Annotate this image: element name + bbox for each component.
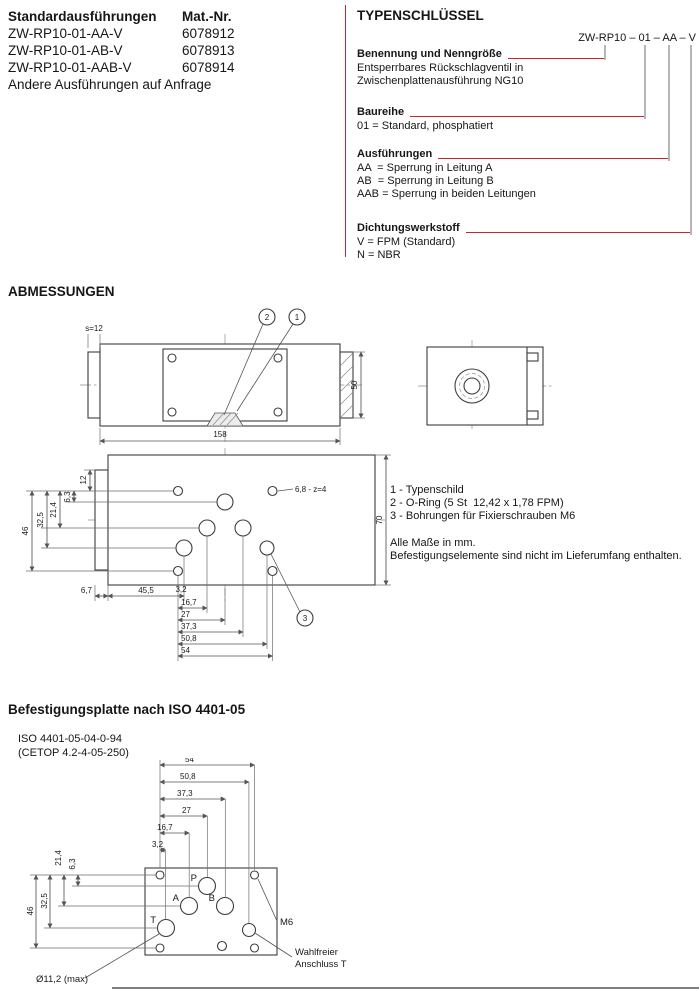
dim-70-label: 70: [375, 515, 384, 525]
legend-item: 2 - O-Ring (5 St 12,42 x 1,78 FPM): [390, 497, 564, 509]
type-key-title: TYPENSCHLÜSSEL: [357, 8, 484, 23]
port-b-hole: [235, 520, 251, 536]
fixing-hole: [268, 487, 277, 496]
table-row: [8, 59, 340, 76]
fixing-hole: [174, 567, 183, 576]
red-rule: [508, 58, 604, 59]
end-view: [418, 340, 552, 432]
optional-t-label-line1: Wahlfreier: [295, 947, 338, 958]
hole-note-label: 6,8 - z=4: [295, 485, 327, 494]
type-code: ZW-RP10 – 01 – AA – V: [578, 32, 696, 44]
dim-50-8-label: 50,8: [181, 634, 197, 643]
ts-text-line: Entsperrbares Rückschlagventil in: [357, 62, 524, 74]
red-rule: [466, 232, 690, 233]
table-row: [8, 25, 340, 42]
type-code-cell: ZW-RP10-01-AA-V: [8, 26, 123, 41]
callout-1-label: 1: [294, 313, 300, 322]
dim-27-label: 27: [181, 610, 190, 619]
standard-versions-title: Standardausführungen: [8, 9, 157, 24]
dim-16-7-label: 16,7: [181, 598, 197, 607]
ts-section-benennung: [357, 48, 700, 61]
ts-section-ausfuehrungen: [357, 148, 700, 161]
port-a-hole: [199, 520, 215, 536]
table-row: [8, 42, 340, 59]
screw-hole: [274, 354, 282, 362]
mounting-plate-title: Befestigungsplatte nach ISO 4401-05: [8, 702, 246, 717]
legend-item: 3 - Bohrungen für Fixierschrauben M6: [390, 510, 576, 522]
standard-versions-header: [8, 8, 340, 25]
ts-heading-dichtungswerkstoff: Dichtungswerkstoff: [357, 222, 460, 234]
ts-heading-ausfuehrungen: Ausführungen: [357, 148, 433, 160]
ts-text-line: Zwischenplattenausführung NG10: [357, 75, 524, 87]
ts-section-baureihe: [357, 106, 700, 119]
footprint-view: [88, 448, 385, 626]
m6-hole: [251, 871, 259, 879]
port-a-label: A: [172, 893, 179, 904]
dim-16-7-label: 16,7: [157, 823, 173, 832]
matnr-column-header: Mat.-Nr.: [182, 9, 232, 24]
footprint-left-tab: [95, 470, 108, 570]
dim-6-3-label: 6,3: [68, 858, 77, 870]
dim-54-label: 54: [185, 758, 194, 764]
port-p-hole: [217, 494, 233, 510]
ts-text-line: 01 = Standard, phosphatiert: [357, 120, 494, 132]
port-p-label: P: [190, 873, 197, 884]
mounting-elements-note: Befestigungselemente sind nicht im Lieferumfang enthalten.: [390, 550, 682, 562]
dim-54-label: 54: [181, 646, 190, 655]
port-a-hole: [181, 898, 198, 915]
ts-text-line: AA = Sperrung in Leitung A: [357, 162, 493, 174]
red-rule: [438, 158, 668, 159]
dim-3-2-label: 3,2: [175, 585, 187, 594]
center-bore-inner: [464, 378, 480, 394]
dimensions-drawing: [0, 304, 700, 690]
matnr-cell: 6078914: [182, 60, 235, 75]
dim-6-7-label: 6,7: [80, 586, 92, 595]
dim-s12-label: s=12: [85, 324, 103, 333]
dim-6-3-label: 6,3: [63, 491, 72, 503]
side-view: [80, 334, 362, 442]
screw-hole: [274, 408, 282, 416]
units-note: Alle Maße in mm.: [390, 537, 476, 549]
port-t2-hole: [260, 541, 274, 555]
ts-heading-benennung: Benennung und Nenngröße: [357, 48, 502, 60]
iso-standard-label: ISO 4401-05-04-0-94: [18, 733, 122, 745]
port-b-label: B: [208, 893, 215, 904]
dim-46-label: 46: [26, 906, 35, 916]
port-t-label: T: [150, 915, 156, 926]
pin-hole: [218, 942, 227, 951]
m6-hole: [251, 944, 259, 952]
dim-46-label: 46: [21, 526, 30, 536]
dim-50-8-label: 50,8: [180, 772, 196, 781]
other-versions-note: Andere Ausführungen auf Anfrage: [8, 77, 212, 92]
m6-hole: [156, 944, 164, 952]
m6-hole: [156, 871, 164, 879]
port-p-hole: [199, 878, 216, 895]
dim-27-label: 27: [182, 806, 191, 815]
m6-label: M6: [280, 917, 294, 928]
dim-158-label: 158: [213, 430, 227, 439]
ts-section-dichtungswerkstoff: [357, 222, 700, 235]
optional-t-hole: [243, 924, 256, 937]
ts-heading-baureihe: Baureihe: [357, 106, 405, 118]
dim-32-5-label: 32,5: [40, 893, 49, 909]
port-t-hole: [176, 540, 192, 556]
dim-32-5-label: 32,5: [36, 512, 45, 528]
legend-item: 1 - Typenschild: [390, 484, 464, 496]
dim-21-4-label: 21,4: [54, 850, 63, 866]
dim-37-3-label: 37,3: [181, 622, 197, 631]
optional-t-label-line2: Anschluss T: [295, 959, 347, 970]
ts-text-line: V = FPM (Standard): [357, 236, 456, 248]
port-t-hole: [158, 920, 175, 937]
dim-21-4-label: 21,4: [49, 502, 58, 518]
ts-text-line: AAB = Sperrung in beiden Leitungen: [357, 188, 536, 200]
type-code-cell: ZW-RP10-01-AAB-V: [8, 60, 132, 75]
callout-2-label: 2: [264, 313, 270, 322]
standard-versions-section: [8, 8, 340, 93]
dim-12-label: 12: [79, 475, 88, 485]
dim-3-2-label: 3,2: [152, 840, 164, 849]
matnr-cell: 6078912: [182, 26, 235, 41]
type-key-section: [345, 5, 700, 261]
port-b-hole: [217, 898, 234, 915]
diameter-label: Ø11,2 (max): [36, 974, 89, 985]
fixing-hole: [268, 567, 277, 576]
fixing-hole: [174, 487, 183, 496]
type-code-cell: ZW-RP10-01-AB-V: [8, 43, 123, 58]
dim-50-label: 50: [350, 380, 359, 390]
screw-hole: [168, 408, 176, 416]
plate-view: [145, 868, 277, 955]
red-rule: [410, 116, 644, 117]
screw-hole: [168, 354, 176, 362]
ts-text-line: N = NBR: [357, 249, 401, 261]
ts-text-line: AB = Sperrung in Leitung B: [357, 175, 494, 187]
dimensions-title: ABMESSUNGEN: [8, 284, 115, 299]
matnr-cell: 6078913: [182, 43, 235, 58]
cetop-standard-label: (CETOP 4.2-4-05-250): [18, 747, 129, 759]
mounting-plate-drawing: [0, 758, 700, 991]
dim-37-3-label: 37,3: [177, 789, 193, 798]
callout-3-label: 3: [302, 614, 308, 623]
dim-45-5-label: 45,5: [138, 586, 154, 595]
